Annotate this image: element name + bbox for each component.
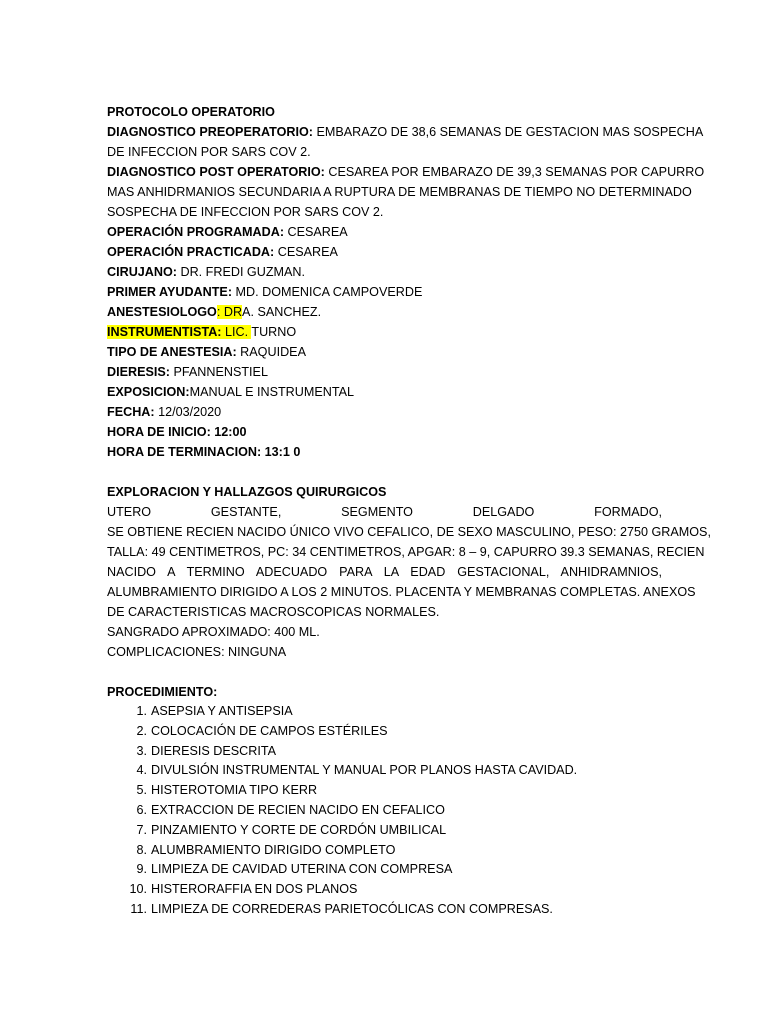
exposicion <box>107 382 662 402</box>
exploracion-line3: TALLA: 49 CENTIMETROS, PC: 34 CENTIMETROS, APGAR: 8 – 9, CAPURRO 39.3 SEMANAS, RECIEN <box>107 545 705 559</box>
step-text: HISTEROTOMIA TIPO KERR <box>151 783 318 798</box>
list-item <box>107 860 662 880</box>
sangrado: SANGRADO APROXIMADO: 400 ML. <box>107 625 320 639</box>
diag-pre-line2: DE INFECCION POR SARS COV 2. <box>107 145 311 159</box>
instrumentista <box>107 322 662 342</box>
list-item <box>107 880 662 900</box>
spacer <box>107 462 662 482</box>
dieresis-value: PFANNENSTIEL <box>169 365 268 379</box>
diag-pre-line1 <box>107 122 704 142</box>
exposicion-label: EXPOSICION: <box>107 385 190 399</box>
instrumentista-label: INSTRUMENTISTA: <box>107 325 222 339</box>
cirujano <box>107 262 662 282</box>
exploracion-line5: ALUMBRAMIENTO DIRIGIDO A LOS 2 MINUTOS. PLACENTA Y MEMBRANAS COMPLETAS. ANEXOS <box>107 585 696 599</box>
step-text: ASEPSIA Y ANTISEPSIA <box>151 704 293 718</box>
list-item <box>107 781 662 801</box>
hora-terminacion-label: HORA DE TERMINACION: <box>107 445 262 459</box>
fecha-value: 12/03/2020 <box>154 405 222 419</box>
list-item <box>107 742 662 762</box>
diag-post-line2: MAS ANHIDRMANIOS SECUNDARIA A RUPTURA DE MEMBRANAS DE TIEMPO NO DETERMINADO <box>107 185 692 199</box>
anestesiologo-value: A. SANCHEZ. <box>242 305 322 319</box>
anestesiologo-label: ANESTESIOLOGO <box>107 305 217 319</box>
list-item <box>107 900 662 920</box>
anestesiologo <box>107 302 662 322</box>
anestesiologo-highlight: : DR <box>216 305 243 319</box>
dieresis <box>107 362 662 382</box>
document-title: PROTOCOLO OPERATORIO <box>107 105 275 119</box>
instrumentista-highlight <box>107 325 251 339</box>
cirujano-label: CIRUJANO: <box>107 265 177 279</box>
spacer <box>107 662 662 682</box>
exploracion-line2: SE OBTIENE RECIEN NACIDO ÚNICO VIVO CEFALICO, DE SEXO MASCULINO, PESO: 2750 GRAMOS, <box>107 525 711 539</box>
step-number: 5. <box>136 783 147 798</box>
op-programada <box>107 222 662 242</box>
diag-pre-text: EMBARAZO DE 38,6 SEMANAS DE GESTACION MAS SOSPECHA <box>312 125 704 139</box>
exploracion-line6: DE CARACTERISTICAS MACROSCOPICAS NORMALES. <box>107 605 440 619</box>
list-item <box>107 722 662 742</box>
diag-post-line3: SOSPECHA DE INFECCION POR SARS COV 2. <box>107 205 384 219</box>
exploracion-heading: EXPLORACION Y HALLAZGOS QUIRURGICOS <box>107 485 387 499</box>
step-number: 1. <box>136 704 147 718</box>
op-practicada-value: CESAREA <box>274 245 338 259</box>
dieresis-label: DIERESIS: <box>107 365 170 379</box>
diag-post-label: DIAGNOSTICO POST OPERATORIO: <box>107 165 325 179</box>
list-item <box>107 841 662 861</box>
hora-inicio-label: HORA DE INICIO: <box>107 425 211 439</box>
step-text: LIMPIEZA DE CAVIDAD UTERINA CON COMPRESA <box>151 862 453 877</box>
diag-pre-label: DIAGNOSTICO PREOPERATORIO: <box>107 125 313 139</box>
diag-post-line1 <box>107 162 705 182</box>
fecha <box>107 402 662 422</box>
fecha-label: FECHA: <box>107 405 155 419</box>
list-item <box>107 702 662 722</box>
procedimiento-heading: PROCEDIMIENTO: <box>107 685 218 699</box>
exploracion-line4: NACIDO A TERMINO ADECUADO PARA LA EDAD GESTACIONAL, ANHIDRAMNIOS, <box>107 565 662 579</box>
step-text: PINZAMIENTO Y CORTE DE CORDÓN UMBILICAL <box>151 822 447 837</box>
tipo-anestesia <box>107 342 662 362</box>
step-number: 3. <box>136 743 147 758</box>
op-practicada <box>107 242 662 262</box>
cirujano-value: DR. FREDI GUZMAN. <box>176 265 306 279</box>
hora-terminacion <box>107 442 662 462</box>
step-number: 2. <box>136 723 147 738</box>
step-text: EXTRACCION DE RECIEN NACIDO EN CEFALICO <box>151 802 445 817</box>
op-practicada-label: OPERACIÓN PRACTICADA: <box>107 245 275 259</box>
step-number: 10. <box>129 882 147 897</box>
primer-ayudante <box>107 282 662 302</box>
op-programada-label: OPERACIÓN PROGRAMADA: <box>107 225 285 239</box>
list-item <box>107 801 662 821</box>
instrumentista-value: TURNO <box>251 325 297 339</box>
ayudante-value: MD. DOMENICA CAMPOVERDE <box>232 285 423 299</box>
diag-post-text: CESAREA POR EMBARAZO DE 39,3 SEMANAS POR CAPURRO <box>324 165 705 179</box>
step-number: 11. <box>130 901 147 916</box>
hora-inicio-value: 12:00 <box>210 425 247 439</box>
exploracion-line1: UTERO GESTANTE, SEGMENTO DELGADO FORMADO, <box>107 505 662 519</box>
op-programada-value: CESAREA <box>284 225 348 239</box>
exposicion-value: MANUAL E INSTRUMENTAL <box>189 385 355 399</box>
tipo-anestesia-value: RAQUIDEA <box>236 345 306 359</box>
protocol-body <box>107 102 711 920</box>
step-number: 4. <box>136 763 147 778</box>
step-number: 9. <box>136 862 147 877</box>
step-text: LIMPIEZA DE CORREDERAS PARIETOCÓLICAS CON COMPRESAS. <box>151 901 553 916</box>
procedimiento-list <box>107 702 662 920</box>
hora-terminacion-value: 13:1 0 <box>261 445 301 459</box>
instrumentista-hl-value: LIC. <box>221 325 252 339</box>
list-item <box>107 821 662 841</box>
step-text: DIERESIS DESCRITA <box>151 743 277 758</box>
complicaciones: COMPLICACIONES: NINGUNA <box>107 645 287 659</box>
step-text: COLOCACIÓN DE CAMPOS ESTÉRILES <box>151 723 388 738</box>
list-item <box>107 761 662 781</box>
step-text: DIVULSIÓN INSTRUMENTAL Y MANUAL POR PLANOS HASTA CAVIDAD. <box>151 763 578 778</box>
ayudante-label: PRIMER AYUDANTE: <box>107 285 233 299</box>
hora-inicio <box>107 422 662 442</box>
step-text: HISTERORAFFIA EN DOS PLANOS <box>151 882 358 897</box>
step-text: ALUMBRAMIENTO DIRIGIDO COMPLETO <box>151 842 396 857</box>
step-number: 8. <box>136 842 147 857</box>
step-number: 7. <box>136 822 147 837</box>
step-number: 6. <box>136 802 147 817</box>
tipo-anestesia-label: TIPO DE ANESTESIA: <box>107 345 237 359</box>
